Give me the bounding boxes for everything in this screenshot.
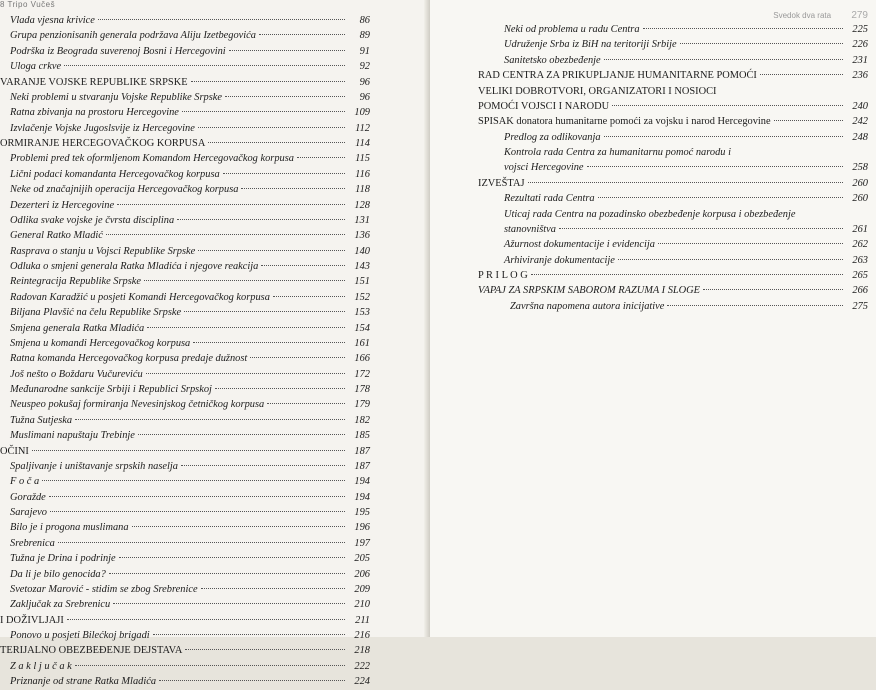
toc-entry-title: RAD CENTRA ZA PRIKUPLJANJE HUMANITARNE POMOĆI	[478, 70, 757, 82]
toc-entry	[0, 628, 370, 643]
toc-entry	[0, 613, 370, 628]
toc-entry	[0, 121, 370, 136]
toc-entry-title: Neki od problema u radu Centra	[504, 24, 640, 35]
right-page	[430, 0, 876, 637]
toc-leader-dots	[223, 173, 345, 174]
toc-leader-dots	[201, 588, 345, 589]
toc-page-number: 231	[852, 54, 868, 66]
toc-entry-title: Rezultati rada Centra	[504, 193, 595, 205]
toc-entry-title: Grupa penzionisanih generala podržava Aliju Izetbegovića	[10, 30, 256, 42]
toc-entry	[0, 520, 370, 535]
toc-entry	[478, 207, 868, 222]
toc-leader-dots	[147, 327, 345, 328]
toc-leader-dots	[587, 166, 843, 167]
toc-page-number: 197	[354, 537, 370, 549]
toc-page-number: 187	[354, 460, 370, 472]
toc-entry-title: Ponovo u posjeti Bilećkoj brigadi	[10, 630, 150, 641]
toc-leader-dots	[559, 228, 843, 229]
toc-page-number: 225	[852, 24, 868, 35]
toc-page-number: 209	[354, 583, 370, 595]
toc-leader-dots	[259, 34, 345, 35]
left-toc-list	[0, 13, 370, 690]
toc-leader-dots	[117, 204, 345, 205]
toc-entry	[0, 28, 370, 43]
toc-entry-title: Završna napomena autora inicijative	[510, 300, 665, 312]
toc-leader-dots	[67, 619, 345, 620]
toc-page-number: 205	[354, 553, 370, 565]
toc-leader-dots	[598, 197, 843, 198]
toc-entry	[0, 659, 370, 674]
toc-page-number: 140	[354, 245, 370, 257]
toc-entry	[0, 474, 370, 489]
toc-leader-dots	[225, 96, 345, 97]
toc-page-number: 262	[852, 239, 868, 251]
toc-entry	[478, 37, 868, 52]
toc-page-number: 236	[852, 70, 868, 82]
toc-entry-title: SPISAK donatora humanitarne pomoći za vojsku i narod Hercegovine	[478, 116, 771, 128]
toc-page-number: 275	[852, 300, 868, 312]
toc-entry-title: Neke od značajnijih operacija Hercegovačkog korpusa	[10, 184, 239, 196]
toc-entry	[0, 643, 370, 658]
toc-page-number: 218	[354, 645, 370, 657]
toc-entry-title: Tužna je Drina i podrinje	[10, 553, 116, 565]
toc-page-number: 116	[355, 168, 370, 180]
toc-leader-dots	[106, 234, 345, 235]
toc-entry-title: F o č a	[10, 476, 40, 488]
toc-leader-dots	[193, 342, 345, 343]
toc-entry-title: Predlog za odlikovanja	[504, 131, 601, 143]
toc-page-number: 187	[354, 445, 370, 457]
toc-leader-dots	[229, 50, 345, 51]
toc-page-number: 115	[355, 153, 370, 165]
toc-entry-title: Goražde	[10, 491, 46, 503]
toc-entry-title: IZVEŠTAJ	[478, 177, 525, 189]
toc-page-number: 136	[354, 230, 370, 242]
toc-entry	[0, 321, 370, 336]
toc-entry	[0, 290, 370, 305]
toc-entry-title: Neki problemi u stvaranju Vojske Republike Srpske	[10, 91, 222, 103]
toc-leader-dots	[144, 280, 345, 281]
toc-page-number: 226	[852, 39, 868, 51]
toc-page-number: 114	[355, 138, 370, 149]
toc-entry	[478, 176, 868, 191]
toc-entry	[0, 582, 370, 597]
toc-entry	[478, 237, 868, 252]
toc-entry	[0, 351, 370, 366]
toc-page-number: 194	[354, 491, 370, 503]
toc-page-number: 258	[852, 162, 868, 174]
toc-leader-dots	[208, 142, 345, 143]
toc-entry-title: Rasprava o stanju u Vojsci Republike Srpske	[10, 245, 196, 257]
toc-entry-title: TERIJALNO OBEZBEĐENJE DEJSTAVA	[0, 645, 183, 657]
toc-entry-title: Biljana Plavšić na čelu Republike Srpske	[10, 307, 182, 319]
toc-page-number: 265	[852, 270, 868, 281]
toc-leader-dots	[703, 289, 843, 290]
toc-leader-dots	[604, 59, 843, 60]
toc-entry-title: Kontrola rada Centra za humanitarnu pomoć narodu i	[504, 147, 731, 158]
toc-entry-title: Odluka o smjeni generala Ratka Mladića i njegove reakcija	[10, 261, 259, 272]
toc-page-number: 96	[359, 76, 370, 88]
toc-entry	[0, 382, 370, 397]
toc-page-number: 172	[354, 368, 370, 380]
toc-entry-title: Z a k l j u č a k	[10, 660, 72, 672]
toc-leader-dots	[113, 603, 345, 604]
toc-page-number: 178	[354, 384, 370, 395]
toc-entry	[478, 268, 868, 283]
toc-entry	[0, 13, 370, 28]
toc-entry-title: VARANJE VOJSKE REPUBLIKE SRPSKE	[0, 76, 188, 88]
toc-leader-dots	[119, 557, 345, 558]
toc-entry	[0, 597, 370, 612]
toc-entry	[0, 444, 370, 459]
toc-page-number: 224	[354, 676, 370, 688]
toc-leader-dots	[75, 419, 345, 420]
toc-entry-title: Spaljivanje i uništavanje srpskih naselja	[10, 460, 178, 472]
toc-entry	[0, 367, 370, 382]
toc-page-number: 194	[354, 476, 370, 488]
toc-entry	[0, 213, 370, 228]
toc-entry-title: Udruženje Srba iz BiH na teritoriji Srbije	[504, 39, 677, 51]
toc-leader-dots	[267, 403, 345, 404]
toc-entry-title: POMOĆI VOJSCI I NARODU	[478, 100, 610, 112]
toc-entry	[478, 53, 868, 68]
toc-entry-title: Problemi pred tek oformljenom Komandom Hercegovačkog korpusa	[10, 153, 294, 165]
toc-leader-dots	[198, 127, 345, 128]
toc-page-number: 263	[852, 254, 868, 266]
toc-entry	[0, 151, 370, 166]
toc-entry	[478, 160, 868, 175]
toc-entry	[0, 413, 370, 428]
toc-page-number: 210	[354, 599, 370, 611]
toc-entry-title: Ratna zbivanja na prostoru Hercegovine	[10, 107, 179, 119]
toc-entry	[0, 428, 370, 443]
toc-leader-dots	[612, 105, 843, 106]
toc-entry	[0, 536, 370, 551]
toc-leader-dots	[250, 357, 345, 358]
page-number: 279	[851, 10, 868, 21]
toc-page-number: 128	[354, 199, 370, 211]
toc-entry-title: Zaključak za Srebrenicu	[10, 599, 111, 611]
toc-page-number: 86	[359, 15, 370, 26]
toc-entry-title: ORMIRANJE HERCEGOVAČKOG KORPUSA	[0, 138, 206, 149]
toc-entry-title: Sarajevo	[10, 507, 47, 518]
toc-page-number: 242	[852, 116, 868, 128]
toc-entry	[478, 114, 868, 129]
toc-leader-dots	[64, 65, 345, 66]
toc-page-number: 179	[354, 399, 370, 411]
toc-entry	[478, 68, 868, 83]
toc-entry-title: Bilo je i progona muslimana	[10, 522, 129, 534]
toc-entry	[0, 228, 370, 243]
toc-leader-dots	[132, 526, 345, 527]
toc-entry-title: Srebrenica	[10, 537, 55, 549]
toc-page-number: 109	[354, 107, 370, 119]
toc-entry-title: VELIKI DOBROTVORI, ORGANIZATORI I NOSIOCI	[478, 85, 717, 97]
toc-entry	[0, 198, 370, 213]
toc-page-number: 195	[354, 507, 370, 518]
toc-entry	[0, 674, 370, 689]
toc-page-number: 112	[355, 122, 370, 134]
toc-entry	[478, 299, 868, 314]
toc-page-number: 89	[359, 30, 370, 42]
toc-entry	[0, 136, 370, 151]
toc-entry-title: Arhiviranje dokumentacije	[504, 254, 615, 266]
toc-page-number: 211	[355, 614, 370, 626]
toc-page-number: 248	[852, 131, 868, 143]
toc-page-number: 260	[852, 193, 868, 205]
toc-page-number: 91	[359, 45, 370, 57]
toc-leader-dots	[184, 311, 345, 312]
toc-leader-dots	[658, 243, 843, 244]
toc-leader-dots	[215, 388, 345, 389]
toc-leader-dots	[667, 305, 843, 306]
toc-entry	[0, 459, 370, 474]
toc-entry-title: Tužna Sutjeska	[10, 414, 73, 426]
toc-leader-dots	[49, 496, 345, 497]
right-toc-list	[478, 22, 868, 314]
toc-leader-dots	[261, 265, 345, 266]
toc-entry-title: General Ratko Mladić	[10, 230, 103, 242]
toc-entry-title: P R I L O G	[478, 270, 528, 281]
toc-entry	[0, 305, 370, 320]
toc-entry-title: Uloga crkve	[10, 61, 62, 73]
toc-leader-dots	[98, 19, 345, 20]
toc-entry-title: Radovan Karadžić u posjeti Komandi Hercegovačkog korpusa	[10, 291, 270, 303]
toc-entry	[478, 191, 868, 206]
toc-page-number: 118	[355, 184, 370, 196]
toc-leader-dots	[138, 434, 345, 435]
toc-entry	[0, 182, 370, 197]
toc-entry	[0, 75, 370, 90]
toc-entry-title: OČINI	[0, 445, 29, 457]
toc-leader-dots	[760, 74, 843, 75]
toc-entry	[0, 397, 370, 412]
toc-page-number: 166	[354, 353, 370, 365]
toc-page-number: 96	[359, 91, 370, 103]
toc-leader-dots	[109, 573, 345, 574]
left-page	[0, 0, 428, 688]
toc-entry-title: Međunarodne sankcije Srbiji i Republici Srpskoj	[10, 384, 212, 395]
toc-leader-dots	[643, 28, 843, 29]
toc-leader-dots	[528, 182, 844, 183]
toc-leader-dots	[604, 136, 843, 137]
toc-entry	[0, 567, 370, 582]
toc-page-number: 182	[354, 414, 370, 426]
toc-page-number: 131	[354, 214, 370, 226]
right-page-header	[773, 10, 868, 21]
toc-leader-dots	[185, 649, 345, 650]
toc-entry-title: stanovništva	[504, 223, 556, 235]
toc-entry	[478, 145, 868, 160]
toc-leader-dots	[159, 680, 345, 681]
toc-entry	[478, 283, 868, 298]
toc-entry-title: Uticaj rada Centra na pozadinsko obezbeđenje korpusa i obezbeđenje	[504, 208, 796, 220]
toc-entry	[0, 44, 370, 59]
toc-leader-dots	[75, 665, 345, 666]
toc-leader-dots	[50, 511, 345, 512]
toc-entry	[478, 99, 868, 114]
toc-page-number: 260	[852, 177, 868, 189]
toc-leader-dots	[198, 250, 345, 251]
toc-entry	[0, 551, 370, 566]
toc-entry-title: Lični podaci komandanta Hercegovačkog korpusa	[10, 168, 220, 180]
toc-entry	[0, 490, 370, 505]
toc-leader-dots	[241, 188, 345, 189]
toc-entry-title: Ratna komanda Hercegovačkog korpusa predaje dužnost	[10, 353, 248, 365]
toc-entry-title: Da li je bilo genocida?	[10, 568, 106, 580]
toc-leader-dots	[273, 296, 345, 297]
toc-entry	[0, 505, 370, 520]
toc-page-number: 152	[354, 291, 370, 303]
toc-entry	[478, 130, 868, 145]
toc-leader-dots	[32, 450, 345, 451]
toc-entry-title: VAPAJ ZA SRPSKIM SABOROM RAZUMA I SLOGE	[478, 285, 701, 297]
toc-page-number: 240	[852, 100, 868, 112]
toc-entry	[0, 90, 370, 105]
toc-entry-title: I DOŽIVLJAJI	[0, 614, 64, 626]
toc-page-number: 92	[359, 61, 370, 73]
toc-page-number: 143	[354, 261, 370, 272]
toc-leader-dots	[531, 274, 843, 275]
toc-entry	[478, 222, 868, 237]
toc-entry-title: Smjena generala Ratka Mladića	[10, 322, 145, 334]
toc-page-number: 196	[354, 522, 370, 534]
toc-entry-title: Izvlačenje Vojske Jugoslsvije iz Hercegovine	[10, 122, 195, 134]
toc-page-number: 154	[354, 322, 370, 334]
left-page-header: 8 Tripo Vučeš	[0, 0, 56, 9]
toc-entry	[0, 105, 370, 120]
toc-page-number: 216	[354, 630, 370, 641]
toc-entry-title: Neuspeo pokušaj formiranja Nevesinjskog četničkog korpusa	[10, 399, 265, 411]
toc-entry	[478, 22, 868, 37]
toc-entry-title: Muslimani napuštaju Trebinje	[10, 430, 135, 442]
toc-page-number: 153	[354, 307, 370, 319]
toc-entry-title: Još nešto o Boždaru Vučureviću	[10, 368, 143, 380]
toc-entry-title: Dezerteri iz Hercegovine	[10, 199, 115, 211]
toc-leader-dots	[680, 43, 843, 44]
toc-entry	[478, 84, 868, 99]
toc-entry	[0, 274, 370, 289]
toc-entry-title: Podrška iz Beograda suverenoj Bosni i Hercegovini	[10, 45, 226, 57]
toc-page-number: 185	[354, 430, 370, 442]
toc-entry	[478, 253, 868, 268]
toc-page-number: 261	[852, 223, 868, 235]
toc-leader-dots	[774, 120, 843, 121]
toc-entry-title: vojsci Hercegovine	[504, 162, 584, 174]
toc-page-number: 266	[852, 285, 868, 297]
toc-entry	[0, 336, 370, 351]
toc-entry-title: Ažurnost dokumentacije i evidencija	[504, 239, 655, 251]
toc-page-number: 222	[354, 660, 370, 672]
toc-leader-dots	[153, 634, 345, 635]
running-title: Svedok dva rata	[773, 11, 832, 20]
toc-page-number: 206	[354, 568, 370, 580]
toc-entry-title: Reintegracija Republike Srpske	[10, 276, 141, 288]
toc-page-number: 151	[354, 276, 370, 288]
toc-leader-dots	[58, 542, 345, 543]
toc-leader-dots	[191, 81, 345, 82]
toc-leader-dots	[181, 465, 345, 466]
toc-leader-dots	[177, 219, 345, 220]
toc-entry	[0, 259, 370, 274]
toc-entry	[0, 244, 370, 259]
toc-entry-title: Smjena u komandi Hercegovačkog korpusa	[10, 337, 191, 349]
toc-entry	[0, 59, 370, 74]
toc-entry-title: Odlika svake vojske je čvrsta disciplina	[10, 214, 175, 226]
toc-page-number: 161	[354, 337, 370, 349]
toc-leader-dots	[42, 480, 345, 481]
toc-leader-dots	[297, 157, 345, 158]
toc-leader-dots	[182, 111, 345, 112]
toc-leader-dots	[618, 259, 843, 260]
toc-entry-title: Vlada vjesna krivice	[10, 15, 95, 26]
toc-entry-title: Sanitetsko obezbeđenje	[504, 54, 601, 66]
toc-entry-title: Priznanje od strane Ratka Mladića	[10, 676, 157, 688]
toc-entry	[0, 167, 370, 182]
toc-entry-title: Svetozar Marović - stidim se zbog Srebrenice	[10, 583, 198, 595]
toc-leader-dots	[146, 373, 345, 374]
